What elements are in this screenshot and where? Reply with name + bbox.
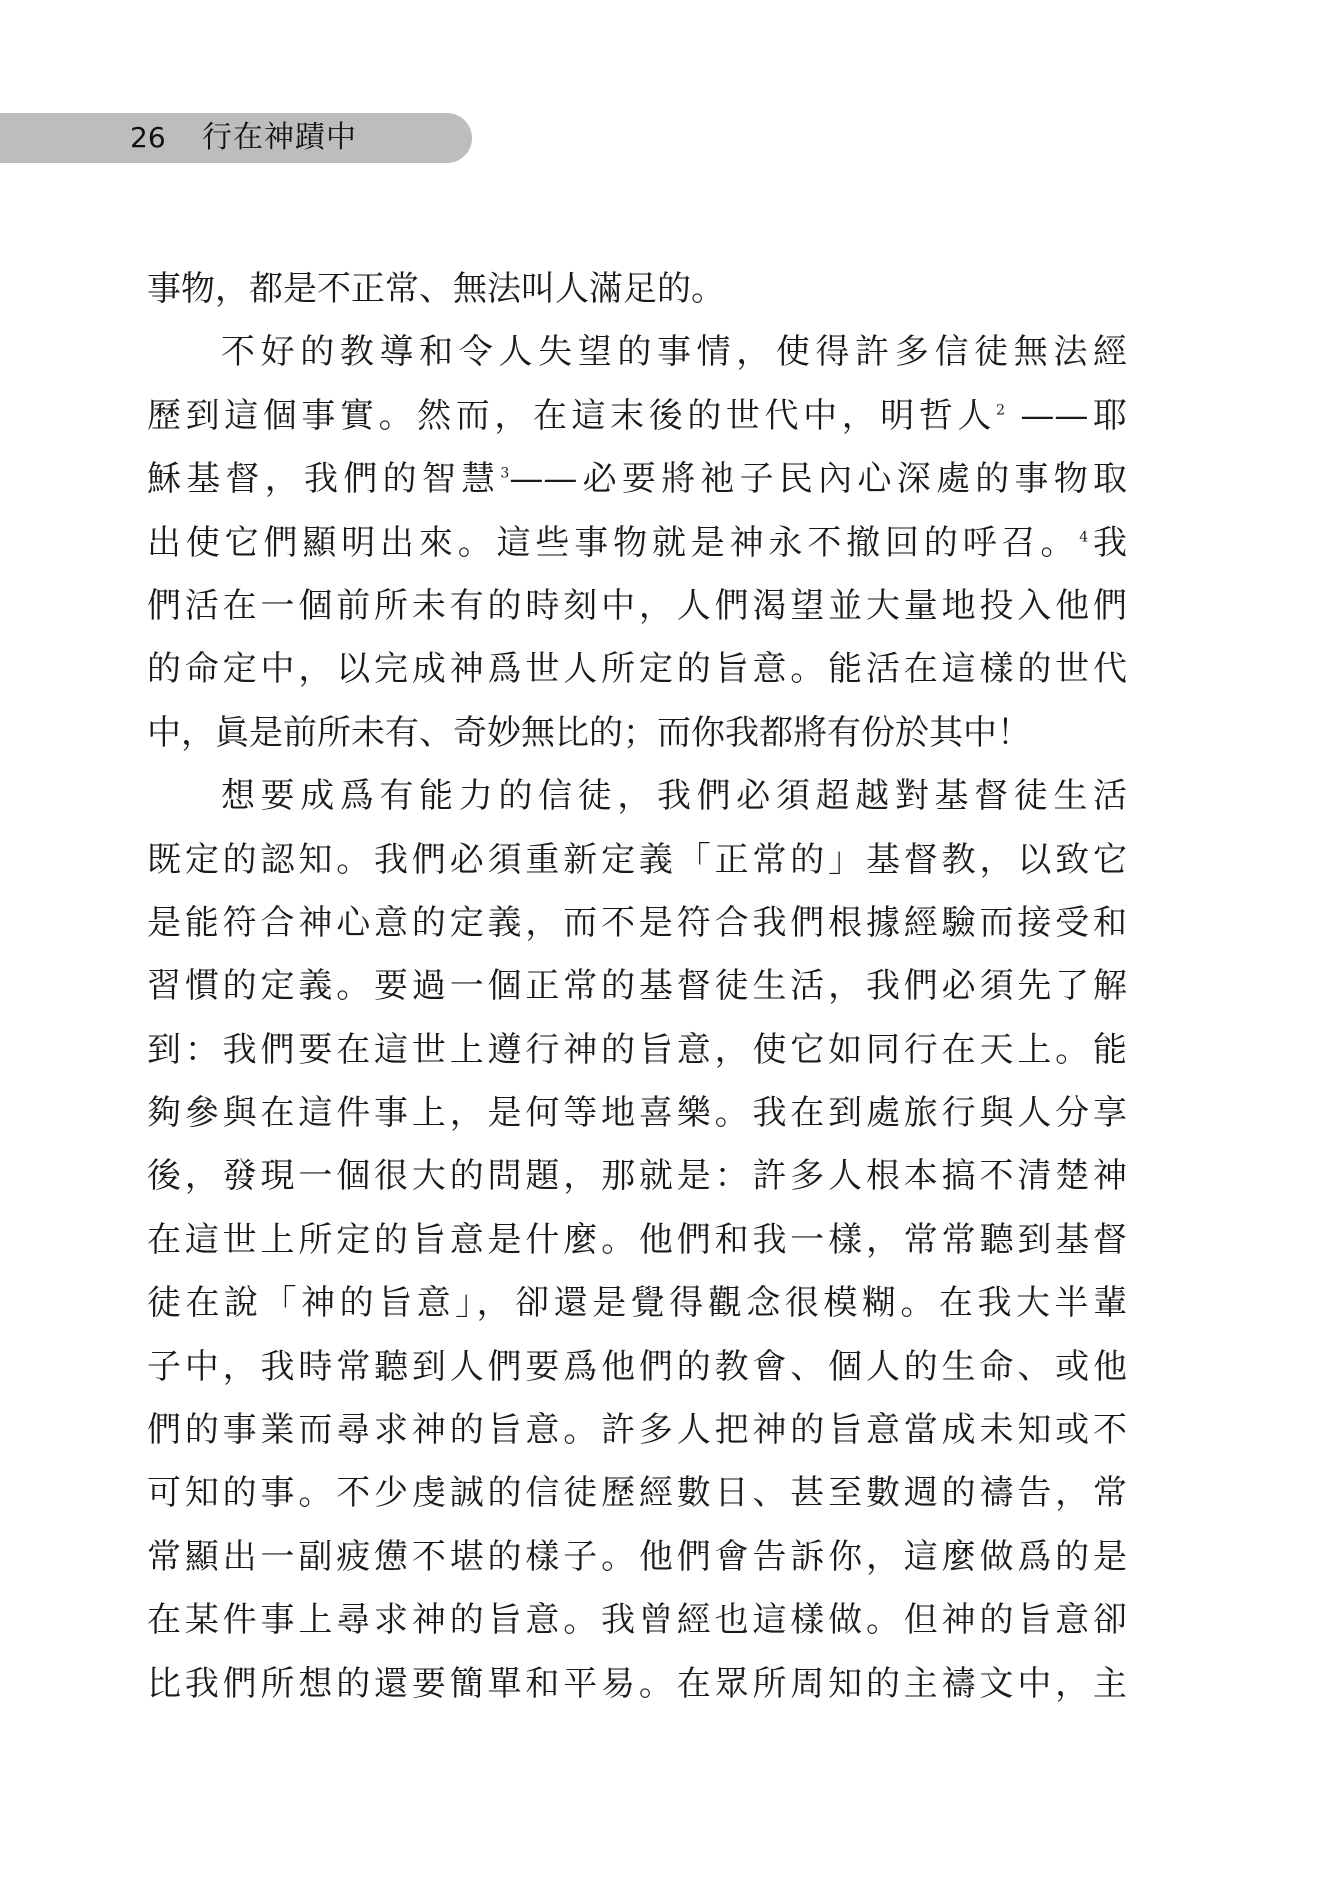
text-line-4: 穌基督，我們的智慧$^3$——必要將祂子民內心深處的事物取 [147,459,1128,500]
text-line-16: 在這世上所定的旨意是什麼。他們和我一樣，常常聽到基督 [147,1219,1127,1260]
book-title: 行在神蹟中 [202,120,357,155]
footnote-ref-2: 2 [996,402,1005,419]
text-line-7: 的命定中，以完成神爲世人所定的旨意。能活在這樣的世代 [147,649,1127,690]
running-header-tab [0,113,472,163]
text-line-2: 不好的教導和令人失望的事情，使得許多信徒無法經 [221,332,1127,373]
text-line-8: 中，眞是前所未有、奇妙無比的；而你我都將有份於其中！ [147,712,1031,753]
text-line-3: 歷到這個事實。然而，在這末後的世代中，明哲人$^2$ ——耶 [147,395,1128,436]
footnote-ref-4: 4 [1079,529,1089,546]
text-line-9: 想要成爲有能力的信徒，我們必須超越對基督徒生活 [221,776,1127,817]
text-line-13: 到：我們要在這世上遵行神的旨意，使它如同行在天上。能 [147,1029,1127,1070]
text-line-22: 在某件事上尋求神的旨意。我曾經也這樣做。但神的旨意卻 [147,1600,1127,1641]
text-line-14: 夠參與在這件事上，是何等地喜樂。我在到處旅行與人分享 [147,1093,1127,1134]
text-line-21: 常顯出一副疲憊不堪的樣子。他們會告訴你，這麼做爲的是 [147,1536,1127,1577]
text-line-19: 們的事業而尋求神的旨意。許多人把神的旨意當成未知或不 [147,1410,1127,1451]
text-line-18: 子中，我時常聽到人們要爲他們的教會、個人的生命、或他 [147,1346,1127,1387]
text-line-11: 是能符合神心意的定義，而不是符合我們根據經驗而接受和 [147,902,1127,943]
footnote-ref-3: 3 [500,465,510,482]
page-number: 26 [130,121,166,154]
text-line-6: 們活在一個前所未有的時刻中，人們渴望並大量地投入他們 [147,585,1127,626]
text-line-23: 比我們所想的還要簡單和平易。在眾所周知的主禱文中，主 [147,1663,1127,1704]
text-line-17: 徒在說「神的旨意」，卻還是覺得觀念很模糊。在我大半輩 [147,1283,1127,1324]
text-line-10: 既定的認知。我們必須重新定義「正常的」基督教，以致它 [147,839,1127,880]
text-line-15: 後，發現一個很大的問題，那就是：許多人根本搞不清楚神 [147,1156,1127,1197]
text-line-5: 出使它們顯明出來。這些事物就是神永不撤回的呼召。$^4$我 [147,522,1127,563]
body-text [147,258,1127,1716]
text-line-12: 習慣的定義。要過一個正常的基督徒生活，我們必須先了解 [147,966,1127,1007]
text-line-20: 可知的事。不少虔誠的信徒歷經數日、甚至數週的禱告，常 [147,1473,1127,1514]
text-line-1: 事物，都是不正常、無法叫人滿足的。 [147,269,725,309]
